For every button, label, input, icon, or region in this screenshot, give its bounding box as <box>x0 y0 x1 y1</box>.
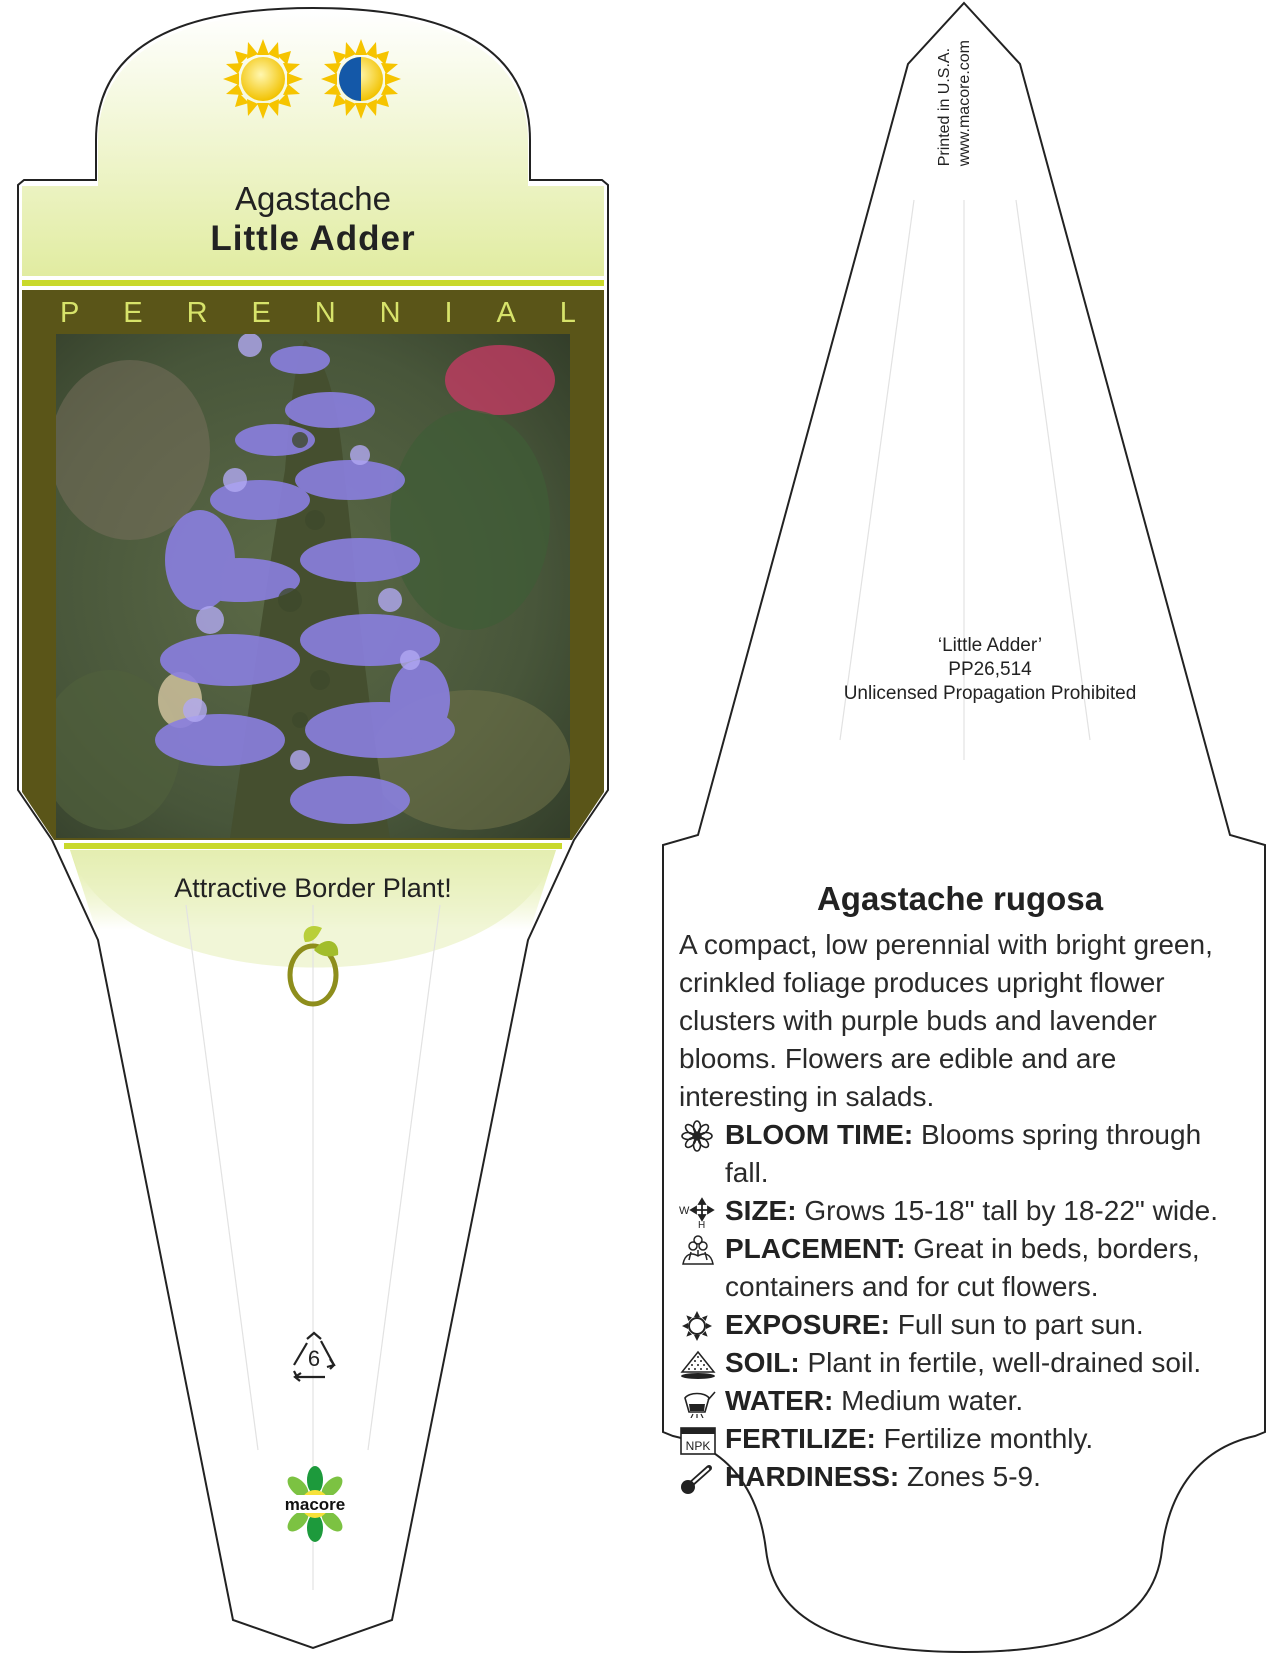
attribute-value: Great in beds, borders, containers and for cut flowers. <box>725 1233 1200 1302</box>
part-sun-icon <box>321 39 401 119</box>
attribute-hardiness <box>679 1458 1239 1496</box>
attribute-water <box>679 1382 1239 1420</box>
attribute-label: SIZE: <box>725 1195 797 1226</box>
recycle-number: 6 <box>307 1346 321 1371</box>
attribute-value: Full sun to part sun. <box>897 1309 1144 1340</box>
recycle-icon <box>287 1331 341 1383</box>
width-letter: W <box>679 1205 690 1217</box>
category-letter: I <box>444 297 453 329</box>
category-letter: E <box>123 297 143 329</box>
macore-logo <box>270 1464 360 1544</box>
common-name: Agastache <box>235 180 391 217</box>
category-letter: P <box>60 297 80 329</box>
website: www.macore.com <box>956 40 973 167</box>
full-sun-icon <box>223 39 303 119</box>
attribute-fertilize <box>679 1420 1239 1458</box>
patent-number: PP26,514 <box>948 659 1032 680</box>
attribute-label: FERTILIZE: <box>725 1423 876 1454</box>
category-letter: E <box>251 297 271 329</box>
patent-name: ‘Little Adder’ <box>937 635 1043 656</box>
tagline: Attractive Border Plant! <box>174 873 452 903</box>
category-letter: N <box>379 297 401 329</box>
plant-photo <box>40 333 570 838</box>
printed-in: Printed in U.S.A. <box>936 47 953 167</box>
attribute-value: Blooms spring through fall. <box>725 1119 1202 1188</box>
attribute-value: Medium water. <box>841 1385 1024 1416</box>
height-letter: H <box>698 1220 706 1228</box>
attribute-value: Zones 5-9. <box>907 1461 1041 1492</box>
species-name: Agastache rugosa <box>816 880 1104 917</box>
attribute-placement <box>679 1230 1239 1306</box>
sun-icon <box>679 1310 717 1342</box>
attribute-label: SOIL: <box>725 1347 800 1378</box>
patent-block <box>760 634 1220 706</box>
attribute-label: EXPOSURE: <box>725 1309 890 1340</box>
attribute-soil <box>679 1344 1239 1382</box>
brand-name: macore <box>284 1495 346 1514</box>
watering-can-icon <box>679 1386 717 1418</box>
attribute-value: Fertilize monthly. <box>883 1423 1094 1454</box>
category-letter: N <box>314 297 336 329</box>
bloom-icon <box>679 1120 717 1152</box>
patent-notice: Unlicensed Propagation Prohibited <box>843 683 1137 704</box>
category-letter: A <box>496 297 516 329</box>
category-letter: R <box>186 297 208 329</box>
printed-info <box>935 40 975 166</box>
category-letter: L <box>559 297 576 329</box>
category-label <box>22 297 604 330</box>
attribute-label: WATER: <box>725 1385 834 1416</box>
npk-label: NPK <box>685 1439 711 1453</box>
npk-icon <box>679 1424 717 1456</box>
attribute-label: PLACEMENT: <box>725 1233 906 1264</box>
soil-icon <box>679 1348 717 1380</box>
placement-icon <box>679 1234 717 1266</box>
thermometer-icon <box>679 1462 717 1494</box>
attribute-value: Plant in fertile, well-drained soil. <box>807 1347 1202 1378</box>
attribute-label: HARDINESS: <box>725 1461 900 1492</box>
attribute-exposure <box>679 1306 1239 1344</box>
attribute-bloom <box>679 1116 1239 1192</box>
attribute-label: BLOOM TIME: <box>725 1119 914 1150</box>
description-text: A compact, low perennial with bright green, crinkled foliage produces upright flower clusters with purple buds and lavender blooms. Flowers are edible and are interesting in salads. <box>679 929 1213 1112</box>
attribute-size <box>679 1192 1239 1230</box>
plant-description <box>679 926 1239 1496</box>
cultivar-name: Little Adder <box>210 219 416 258</box>
attribute-value: Grows 15-18" tall by 18-22" wide. <box>804 1195 1218 1226</box>
size-icon <box>679 1196 717 1228</box>
